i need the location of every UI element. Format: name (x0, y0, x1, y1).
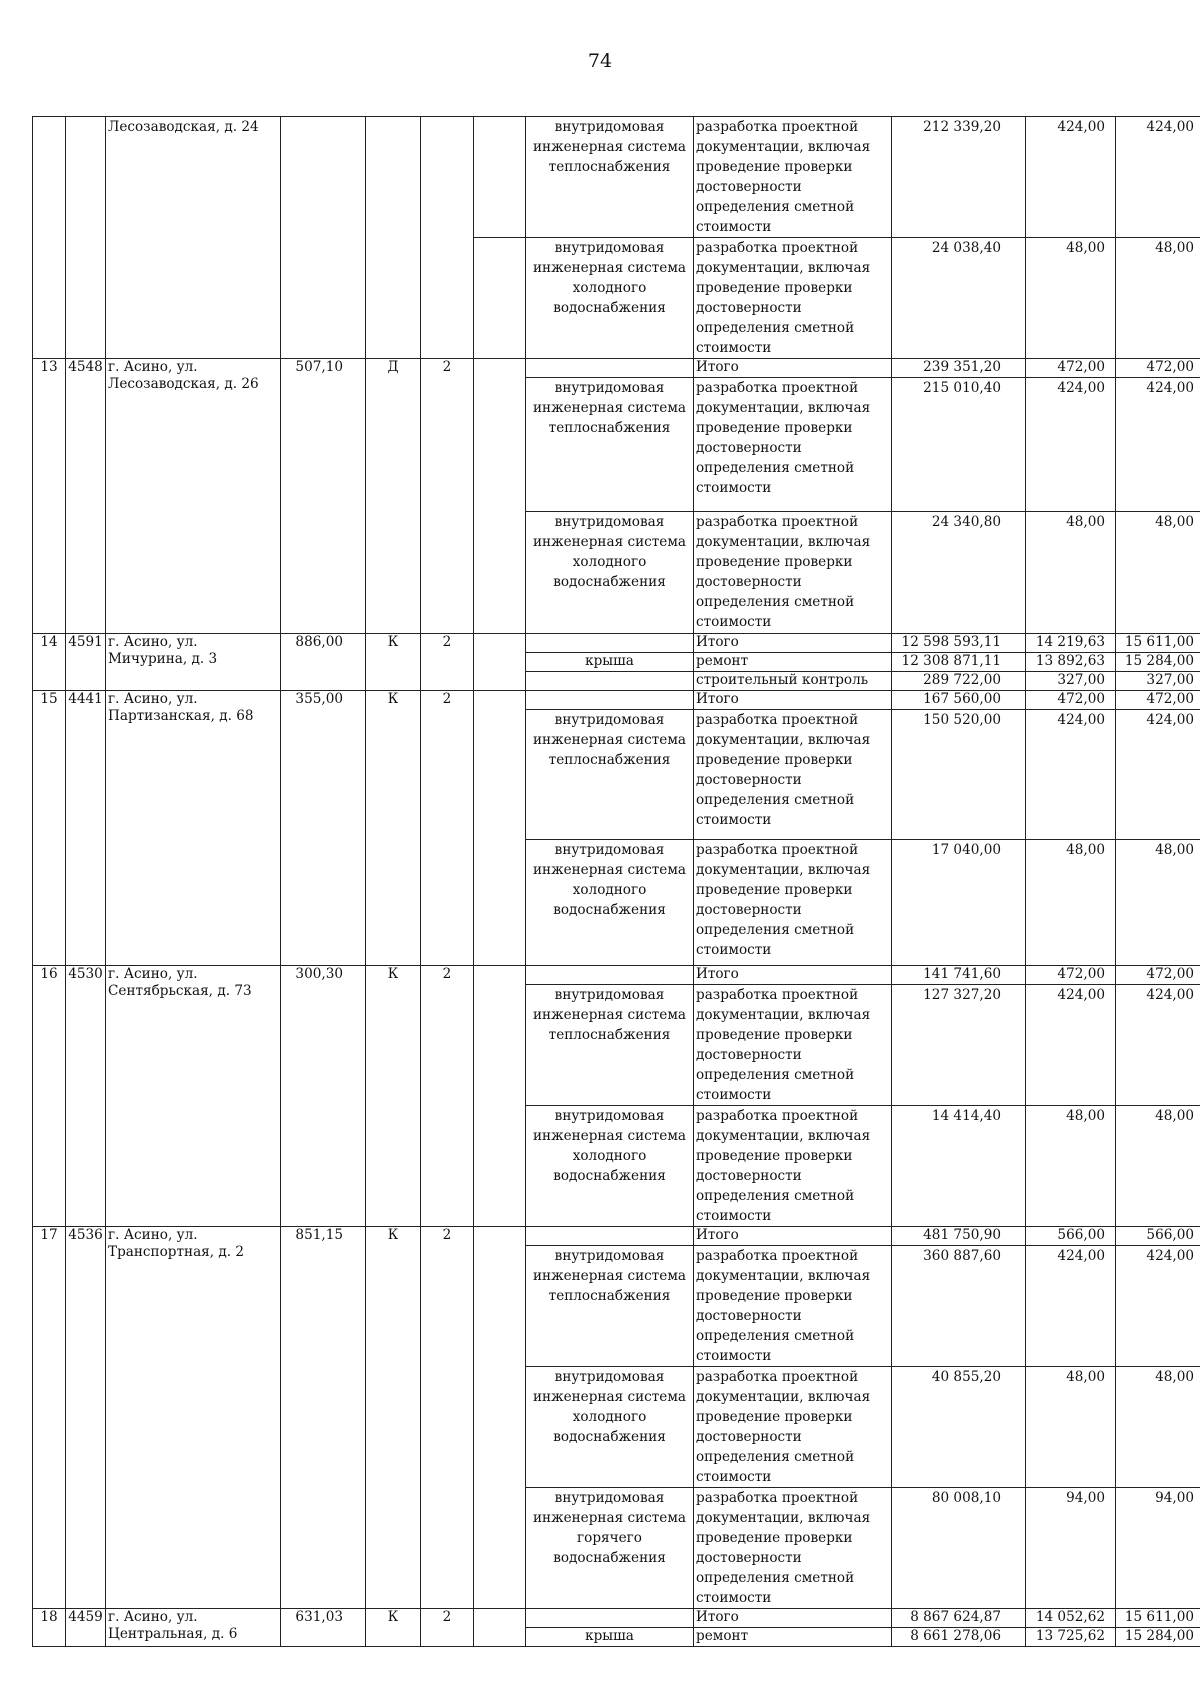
system-cell (526, 672, 694, 691)
house-code-cell: 4591 (66, 634, 106, 691)
unit-cost-cell: 48,00 (1026, 512, 1116, 634)
unit-cost-cell: 566,00 (1026, 1227, 1116, 1246)
wall-material-cell: К (366, 691, 421, 966)
work-type-cell: разработка проектной документации, включая проведение проверки достоверности определения сметной стоимости (694, 1488, 892, 1609)
cost-cell: 14 414,40 (892, 1106, 1026, 1227)
unit-cost-cell: 424,00 (1026, 1246, 1116, 1367)
system-cell: внутридомовая инженерная система холодного водоснабжения (526, 1367, 694, 1488)
empty-cell (474, 117, 526, 238)
address-cell: г. Асино, ул. Мичурина, д. 3 (106, 634, 281, 691)
floors-cell: 2 (421, 691, 474, 966)
max-unit-cost-cell: 48,00 (1116, 840, 1200, 966)
empty-cell (474, 359, 526, 634)
floors-cell: 2 (421, 966, 474, 1227)
wall-material-cell: К (366, 1609, 421, 1647)
unit-cost-cell: 424,00 (1026, 117, 1116, 238)
unit-cost-cell: 14 219,63 (1026, 634, 1116, 653)
unit-cost-cell: 472,00 (1026, 966, 1116, 985)
unit-cost-cell: 48,00 (1026, 1106, 1116, 1227)
system-cell: внутридомовая инженерная система холодного водоснабжения (526, 840, 694, 966)
floors-cell: 2 (421, 1609, 474, 1647)
empty-cell (474, 238, 526, 359)
house-code-cell: 4548 (66, 359, 106, 634)
work-type-cell: разработка проектной документации, включая проведение проверки достоверности определения сметной стоимости (694, 840, 892, 966)
work-type-cell: ремонт (694, 653, 892, 672)
table-row (33, 966, 1200, 985)
empty-cell (474, 691, 526, 966)
max-unit-cost-cell: 94,00 (1116, 1488, 1200, 1609)
floors-cell: 2 (421, 634, 474, 691)
max-unit-cost-cell: 472,00 (1116, 691, 1200, 710)
max-unit-cost-cell: 15 284,00 (1116, 1628, 1200, 1647)
cost-cell: 215 010,40 (892, 378, 1026, 512)
system-cell (526, 691, 694, 710)
max-unit-cost-cell: 48,00 (1116, 512, 1200, 634)
area-cell: 631,03 (281, 1609, 366, 1647)
unit-cost-cell: 327,00 (1026, 672, 1116, 691)
repair-register-table (32, 116, 1200, 1647)
max-unit-cost-cell: 472,00 (1116, 359, 1200, 378)
house-code-cell: 4530 (66, 966, 106, 1227)
empty-cell (474, 634, 526, 691)
max-unit-cost-cell: 424,00 (1116, 710, 1200, 840)
floors-cell: 2 (421, 359, 474, 634)
work-type-cell: разработка проектной документации, включая проведение проверки достоверности определения сметной стоимости (694, 710, 892, 840)
area-cell: 507,10 (281, 359, 366, 634)
system-cell: внутридомовая инженерная система холодного водоснабжения (526, 512, 694, 634)
cost-cell: 8 867 624,87 (892, 1609, 1026, 1628)
unit-cost-cell: 94,00 (1026, 1488, 1116, 1609)
cost-cell: 212 339,20 (892, 117, 1026, 238)
max-unit-cost-cell: 48,00 (1116, 1367, 1200, 1488)
house-code-cell: 4536 (66, 1227, 106, 1609)
empty-cell (474, 966, 526, 1227)
address-cell: г. Асино, ул. Лесозаводская, д. 26 (106, 359, 281, 634)
row-number-cell: 15 (33, 691, 66, 966)
table-row (33, 691, 1200, 710)
area-cell: 300,30 (281, 966, 366, 1227)
max-unit-cost-cell: 327,00 (1116, 672, 1200, 691)
cost-cell: 80 008,10 (892, 1488, 1026, 1609)
table-row (33, 634, 1200, 653)
table-row (33, 117, 1200, 238)
max-unit-cost-cell: 424,00 (1116, 117, 1200, 238)
system-cell: внутридомовая инженерная система теплоснабжения (526, 985, 694, 1106)
system-cell: внутридомовая инженерная система холодного водоснабжения (526, 1106, 694, 1227)
wall-material-cell (366, 117, 421, 359)
unit-cost-cell: 13 725,62 (1026, 1628, 1116, 1647)
address-cell: г. Асино, ул. Партизанская, д. 68 (106, 691, 281, 966)
row-number-cell (33, 117, 66, 359)
system-cell: крыша (526, 653, 694, 672)
house-code-cell: 4459 (66, 1609, 106, 1647)
area-cell: 886,00 (281, 634, 366, 691)
table-row (33, 1227, 1200, 1246)
empty-cell (474, 1227, 526, 1609)
system-cell: внутридомовая инженерная система теплоснабжения (526, 1246, 694, 1367)
cost-cell: 12 308 871,11 (892, 653, 1026, 672)
unit-cost-cell: 424,00 (1026, 378, 1116, 512)
system-cell (526, 359, 694, 378)
floors-cell (421, 117, 474, 359)
work-type-cell: разработка проектной документации, включая проведение проверки достоверности определения сметной стоимости (694, 985, 892, 1106)
system-cell (526, 966, 694, 985)
max-unit-cost-cell: 424,00 (1116, 1246, 1200, 1367)
cost-cell: 360 887,60 (892, 1246, 1026, 1367)
area-cell (281, 117, 366, 359)
unit-cost-cell: 14 052,62 (1026, 1609, 1116, 1628)
work-type-cell: Итого (694, 1227, 892, 1246)
work-type-cell: разработка проектной документации, включая проведение проверки достоверности определения сметной стоимости (694, 1367, 892, 1488)
unit-cost-cell: 424,00 (1026, 985, 1116, 1106)
cost-cell: 239 351,20 (892, 359, 1026, 378)
cost-cell: 40 855,20 (892, 1367, 1026, 1488)
system-cell: крыша (526, 1628, 694, 1647)
cost-cell: 8 661 278,06 (892, 1628, 1026, 1647)
unit-cost-cell: 424,00 (1026, 710, 1116, 840)
row-number-cell: 18 (33, 1609, 66, 1647)
unit-cost-cell: 48,00 (1026, 238, 1116, 359)
system-cell: внутридомовая инженерная система теплоснабжения (526, 710, 694, 840)
system-cell (526, 1227, 694, 1246)
work-type-cell: разработка проектной документации, включая проведение проверки достоверности определения сметной стоимости (694, 512, 892, 634)
max-unit-cost-cell: 15 611,00 (1116, 1609, 1200, 1628)
cost-cell: 127 327,20 (892, 985, 1026, 1106)
wall-material-cell: Д (366, 359, 421, 634)
address-cell: Лесозаводская, д. 24 (106, 117, 281, 359)
row-number-cell: 14 (33, 634, 66, 691)
unit-cost-cell: 472,00 (1026, 691, 1116, 710)
cost-cell: 289 722,00 (892, 672, 1026, 691)
wall-material-cell: К (366, 634, 421, 691)
work-type-cell: Итого (694, 359, 892, 378)
cost-cell: 24 340,80 (892, 512, 1026, 634)
max-unit-cost-cell: 15 611,00 (1116, 634, 1200, 653)
row-number-cell: 17 (33, 1227, 66, 1609)
system-cell (526, 1609, 694, 1628)
work-type-cell: разработка проектной документации, включая проведение проверки достоверности определения сметной стоимости (694, 1106, 892, 1227)
work-type-cell: Итого (694, 634, 892, 653)
address-cell: г. Асино, ул. Сентябрьская, д. 73 (106, 966, 281, 1227)
system-cell: внутридомовая инженерная система горячего водоснабжения (526, 1488, 694, 1609)
cost-cell: 24 038,40 (892, 238, 1026, 359)
work-type-cell: разработка проектной документации, включая проведение проверки достоверности определения сметной стоимости (694, 378, 892, 512)
unit-cost-cell: 13 892,63 (1026, 653, 1116, 672)
house-code-cell (66, 117, 106, 359)
work-type-cell: разработка проектной документации, включая проведение проверки достоверности определения сметной стоимости (694, 1246, 892, 1367)
unit-cost-cell: 472,00 (1026, 359, 1116, 378)
page-number: 74 (587, 50, 613, 72)
max-unit-cost-cell: 48,00 (1116, 1106, 1200, 1227)
max-unit-cost-cell: 15 284,00 (1116, 653, 1200, 672)
address-cell: г. Асино, ул. Транспортная, д. 2 (106, 1227, 281, 1609)
wall-material-cell: К (366, 1227, 421, 1609)
address-cell: г. Асино, ул. Центральная, д. 6 (106, 1609, 281, 1647)
row-number-cell: 16 (33, 966, 66, 1227)
area-cell: 851,15 (281, 1227, 366, 1609)
max-unit-cost-cell: 424,00 (1116, 985, 1200, 1106)
cost-cell: 481 750,90 (892, 1227, 1026, 1246)
wall-material-cell: К (366, 966, 421, 1227)
work-type-cell: Итого (694, 691, 892, 710)
work-type-cell: ремонт (694, 1628, 892, 1647)
max-unit-cost-cell: 472,00 (1116, 966, 1200, 985)
cost-cell: 17 040,00 (892, 840, 1026, 966)
unit-cost-cell: 48,00 (1026, 1367, 1116, 1488)
system-cell: внутридомовая инженерная система теплоснабжения (526, 378, 694, 512)
system-cell (526, 634, 694, 653)
house-code-cell: 4441 (66, 691, 106, 966)
empty-cell (474, 1609, 526, 1647)
cost-cell: 150 520,00 (892, 710, 1026, 840)
system-cell: внутридомовая инженерная система холодного водоснабжения (526, 238, 694, 359)
work-type-cell: Итого (694, 966, 892, 985)
cost-cell: 12 598 593,11 (892, 634, 1026, 653)
work-type-cell: строительный контроль (694, 672, 892, 691)
max-unit-cost-cell: 424,00 (1116, 378, 1200, 512)
table-row (33, 1609, 1200, 1628)
system-cell: внутридомовая инженерная система теплоснабжения (526, 117, 694, 238)
work-type-cell: Итого (694, 1609, 892, 1628)
max-unit-cost-cell: 566,00 (1116, 1227, 1200, 1246)
work-type-cell: разработка проектной документации, включая проведение проверки достоверности определения сметной стоимости (694, 117, 892, 238)
work-type-cell: разработка проектной документации, включая проведение проверки достоверности определения сметной стоимости (694, 238, 892, 359)
floors-cell: 2 (421, 1227, 474, 1609)
row-number-cell: 13 (33, 359, 66, 634)
area-cell: 355,00 (281, 691, 366, 966)
cost-cell: 167 560,00 (892, 691, 1026, 710)
max-unit-cost-cell: 48,00 (1116, 238, 1200, 359)
table-row (33, 359, 1200, 378)
unit-cost-cell: 48,00 (1026, 840, 1116, 966)
cost-cell: 141 741,60 (892, 966, 1026, 985)
